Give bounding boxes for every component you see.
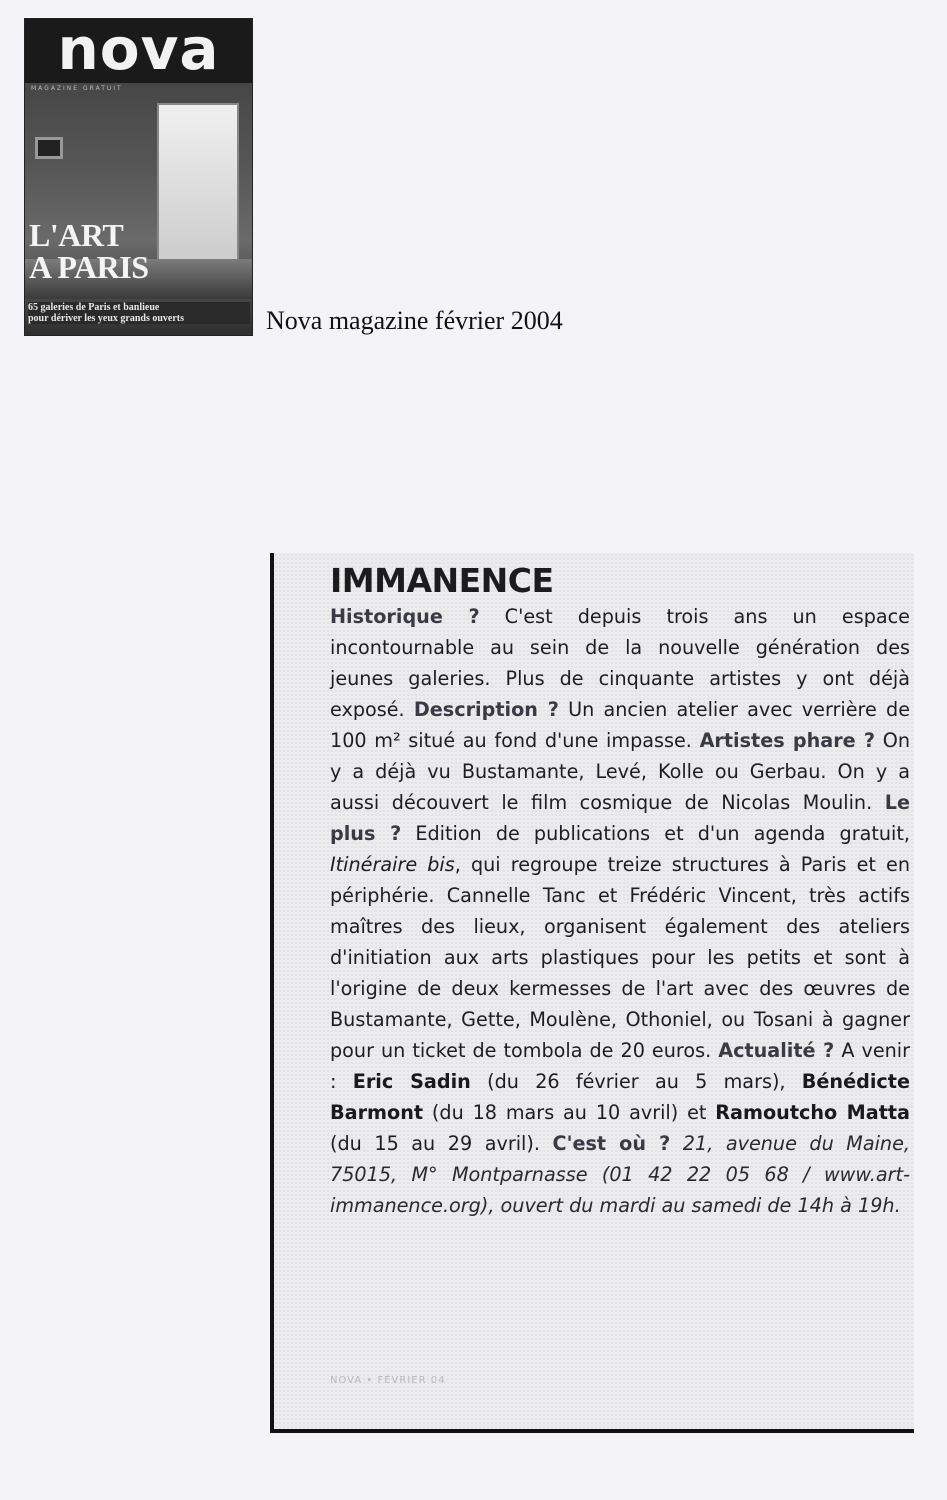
cover-subheadline-line-1: 65 galeries de Paris et banlieue [28, 302, 160, 313]
plus-label: Le plus ? [330, 791, 910, 845]
cover-headline [29, 219, 249, 283]
article-clipping [270, 553, 914, 1433]
plus-text-1: Edition de publications et d'un agenda gratuit, [401, 822, 911, 845]
historique-text: C'est depuis trois ans un espace incontournable au sein de la nouvelle génération des jeunes galeries. Plus de cinquante artistes y ont déjà exposé. [330, 605, 910, 721]
artistes-label: Artistes phare ? [699, 729, 876, 752]
plus-italic-title: Itinéraire bis [330, 853, 455, 876]
artistes-text: On y a déjà vu Bustamante, Levé, Kolle ou Gerbau. On y a aussi découvert le film cosmique de Nicolas Moulin. [330, 729, 910, 814]
actualite-label: Actualité ? [718, 1039, 835, 1062]
article-body [330, 601, 910, 1221]
cover-frame-image [35, 137, 63, 159]
description-label: Description ? [413, 698, 559, 721]
cover-tagline: MAGAZINE GRATUIT [31, 85, 123, 92]
magazine-cover [24, 18, 253, 336]
cover-caption: Nova magazine février 2004 [266, 306, 563, 335]
actualite-text-1: A venir : [330, 1039, 910, 1093]
actualite-text-2: (du 26 février au 5 mars), [470, 1070, 802, 1093]
cover-headline-line-1: L'ART [29, 217, 124, 253]
plus-text-2: , qui regroupe treize structures à Paris et en périphérie. Cannelle Tanc et Frédéric Vincent, très actifs maîtres des lieux, organisent également des ateliers d'initiation aux arts plastiques pour les petits et sont à l'origine de deux kermesses de l'art avec des œuvres de Bustamante, Gette, Moulène, Othoniel, ou Tosani à gagner pour un ticket de tombola de 20 euros. [330, 853, 910, 1062]
cover-headline-line-2: A PARIS [29, 249, 149, 285]
artist-1: Eric Sadin [352, 1070, 471, 1093]
actualite-text-4: (du 15 au 29 avril). [330, 1132, 553, 1155]
historique-label: Historique ? [330, 605, 480, 628]
cover-subheadline [28, 302, 250, 324]
cover-subheadline-line-2: pour dériver les yeux grands ouverts [28, 313, 185, 324]
artist-2: Bénédicte Barmont [330, 1070, 910, 1124]
cover-masthead: nova [25, 19, 252, 83]
article-title: IMMANENCE [330, 561, 554, 600]
actualite-text-3: (du 18 mars au 10 avril) et [423, 1101, 716, 1124]
cestou-label: C'est où ? [552, 1132, 671, 1155]
description-text: Un ancien atelier avec verrière de 100 m² situé au fond d'une impasse. [330, 698, 910, 752]
article-footer: NOVA • FÉVRIER 04 [330, 1375, 446, 1386]
artist-3: Ramoutcho Matta [715, 1101, 910, 1124]
cestou-text: 21, avenue du Maine, 75015, M° Montparnasse (01 42 22 05 68 / www.art-immanence.org), ouvert du mardi au samedi de 14h à 19h. [330, 1132, 910, 1217]
